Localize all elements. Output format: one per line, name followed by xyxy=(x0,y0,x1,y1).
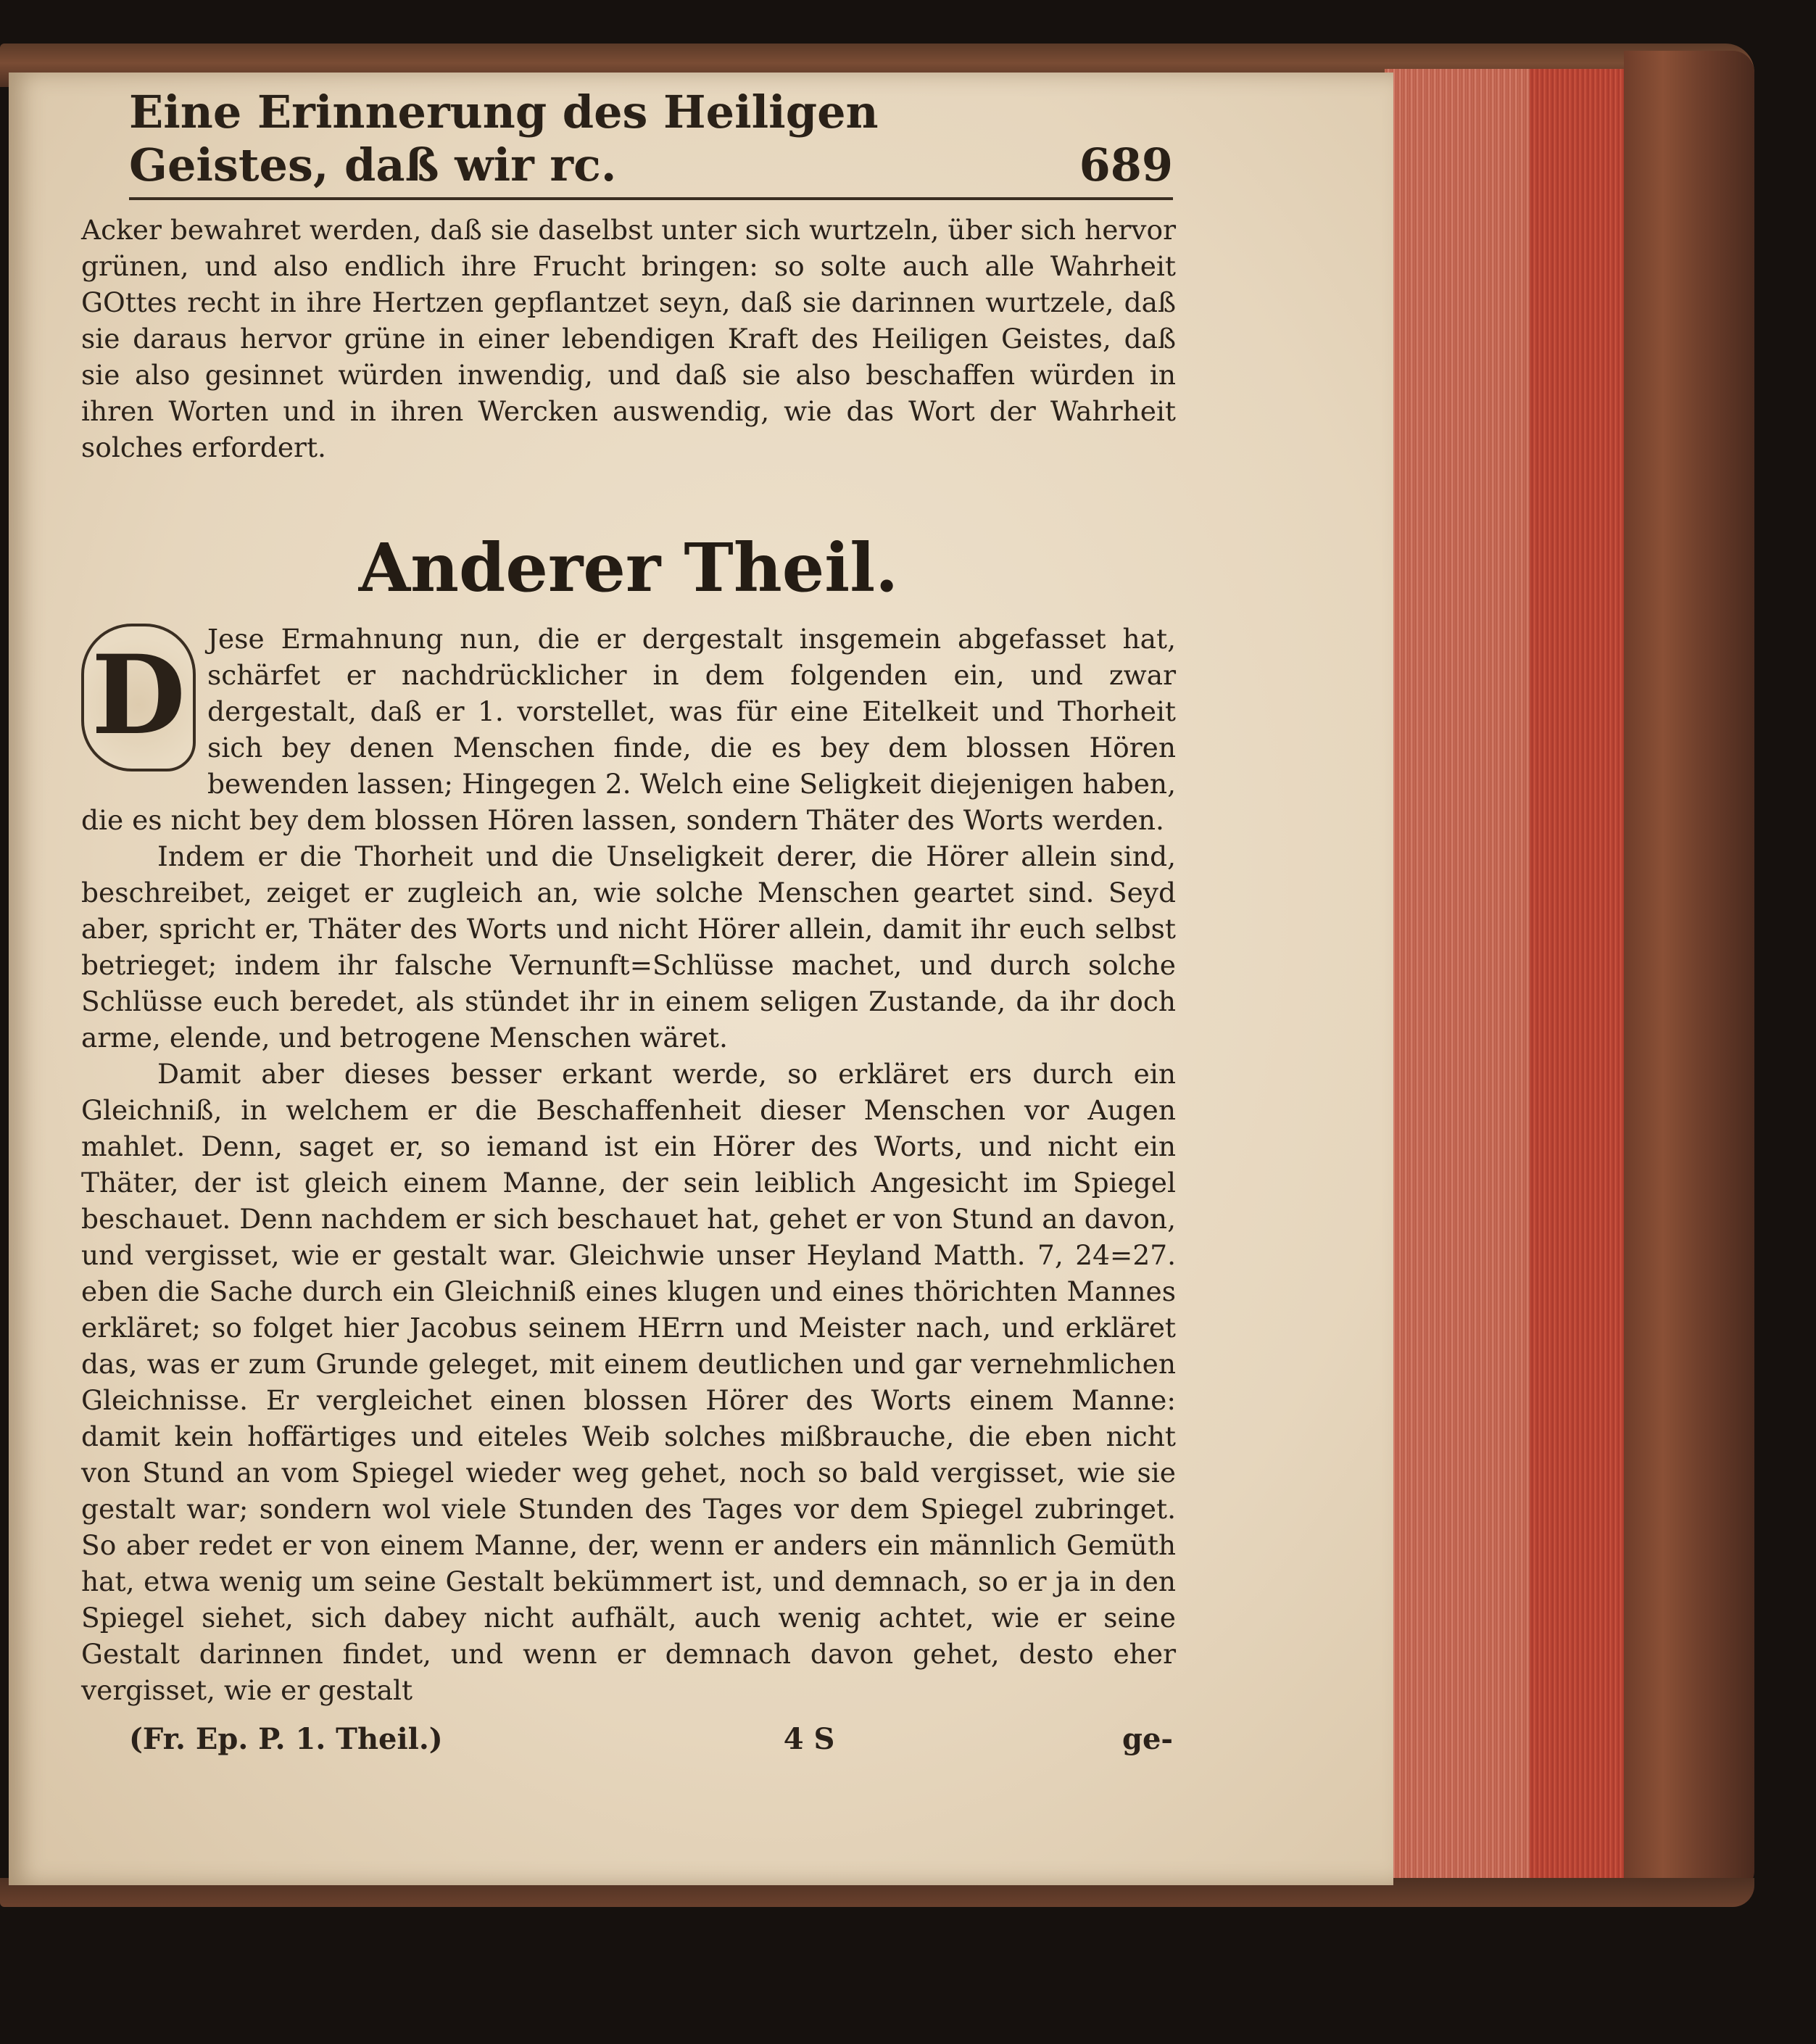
running-header xyxy=(129,86,1173,200)
page-footer xyxy=(129,1722,1173,1756)
page-edges xyxy=(1385,69,1624,1889)
page-body xyxy=(81,212,1176,1708)
paragraph-with-dropcap xyxy=(81,621,1176,838)
footer-spacer xyxy=(834,1722,1122,1756)
signature-mark: 4 S xyxy=(783,1722,835,1756)
running-title: Eine Erinnerung des Heiligen Geistes, daß wir rc. xyxy=(129,86,879,191)
dropcap-initial: D xyxy=(81,624,196,771)
paragraph: Damit aber dieses besser erkant werde, so erkläret ers durch ein Gleichniß, in welchem er die Beschaffenheit dieser Menschen vor Augen mahlet. Denn, saget er, so iemand ist ein Hörer des Worts, und nicht ein Thäter, der ist gleich einem Manne, der sein leiblich Angesicht im Spiegel beschauet. Denn nachdem er sich beschauet hat, gehet er von Stund an davon, und vergisset, wie er gestalt war. Gleichwie unser Heyland Matth. 7, 24=27. eben die Sache durch ein Gleichniß eines klugen und eines thörichten Mannes erkläret; so folget hier Jacobus seinem HErrn und Meister nach, und erkläret das, was er zum Grunde geleget, mit einem deutlichen und gar vernehmlichen Gleichnisse. Er vergleichet einen blossen Hörer des Worts einem Manne: damit kein hoffärtiges und eiteles Weib solches mißbrauche, die eben nicht von Stund an vom Spiegel wieder weg gehet, noch so bald vergisset, wie sie gestalt war; sondern wol viele Stunden des Tages vor dem Spiegel zubringet. So aber redet er von einem Manne, der, wenn er anders ein männlich Gemüth hat, etwa wenig um seine Gestalt bekümmert ist, und demnach, so er ja in den Spiegel siehet, sich dabey nicht aufhält, auch wenig achtet, wie er seine Gestalt darinnen findet, und wenn er demnach davon gehet, desto eher vergisset, wie er gestalt xyxy=(81,1058,1176,1706)
paragraph-continuation: Acker bewahret werden, daß sie daselbst unter sich wurtzeln, über sich hervor grünen, und also endlich ihre Frucht bringen: so solte auch alle Wahrheit GOttes recht in ihre Hertzen gepflantzet seyn, daß sie darinnen wurtzele, daß sie daraus hervor grüne in einer lebendigen Kraft des Heiligen Geistes, daß sie also gesinnet würden inwendig, und daß sie also beschaffen würden in ihren Worten und in ihren Wercken auswendig, wie das Wort der Wahrheit solches erfordert. xyxy=(81,214,1176,463)
paragraph: Indem er die Thorheit und die Unseligkeit derer, die Hörer allein sind, beschreibet, zeiget er zugleich an, wie solche Menschen geartet sind. Seyd aber, spricht er, Thäter des Worts und nicht Hörer allein, damit ihr euch selbst betrieget; indem ihr falsche Vernunft=Schlüsse machet, und durch solche Schlüsse euch beredet, als stündet ihr in einem seligen Zustande, da ihr doch arme, elende, und betrogene Menschen wäret. xyxy=(81,840,1176,1054)
book-cover-right xyxy=(1624,51,1754,1892)
section-heading: Anderer Theil. xyxy=(358,529,899,607)
footer-volume: (Fr. Ep. P. 1. Theil.) xyxy=(129,1722,443,1756)
paragraph-text: Jese Ermahnung nun, die er dergestalt insgemein abgefasset hat, schärfet er nachdrücklicher in dem folgenden ein, und zwar dergestalt, daß er 1. vorstellet, was für eine Eitelkeit und Thorheit sich bey denen Menschen finde, die es bey dem blossen Hören bewenden lassen; Hingegen 2. Welch eine Seligkeit diejenigen haben, die es nicht bey dem blossen Hören lassen, sondern Thäter des Worts werden. xyxy=(81,623,1176,836)
catchword: ge- xyxy=(1121,1722,1173,1756)
page-number: 689 xyxy=(1079,138,1173,191)
